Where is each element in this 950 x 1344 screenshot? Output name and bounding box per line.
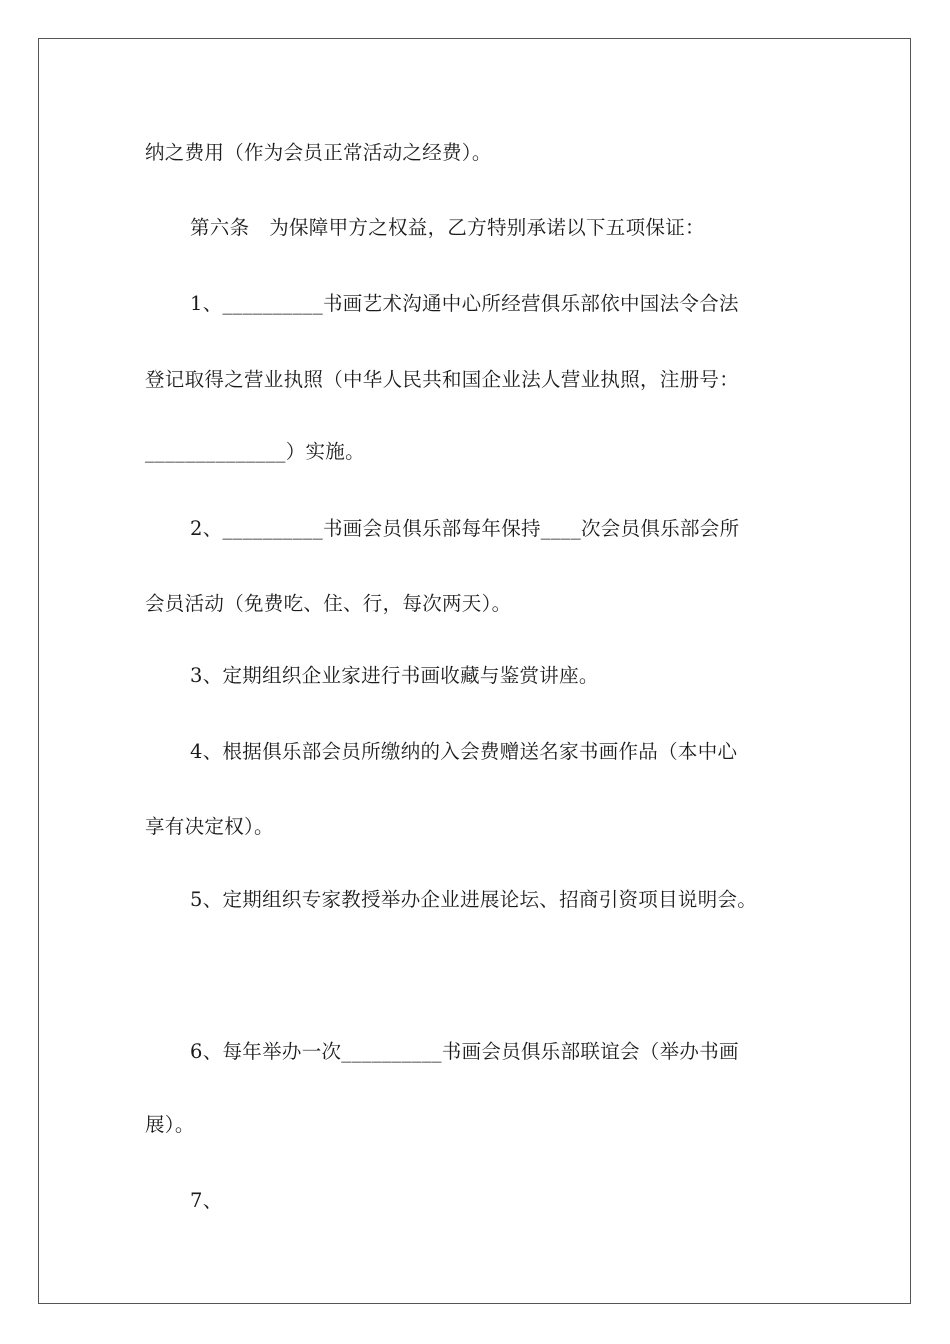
item-1-line-3: ______________）实施。: [145, 440, 365, 463]
item-6-line-1: 6、每年举办一次__________书画会员俱乐部联谊会（举办书画: [190, 1040, 739, 1063]
item-6-line-2: 展）。: [145, 1113, 195, 1136]
item-4-line-1: 4、根据俱乐部会员所缴纳的入会费赠送名家书画作品（本中心: [190, 740, 738, 763]
item-5: 5、定期组织专家教授举办企业进展论坛、招商引资项目说明会。: [190, 888, 758, 911]
item-2-line-1: 2、__________书画会员俱乐部每年保持____次会员俱乐部会所: [190, 517, 740, 540]
item-1-line-2: 登记取得之营业执照（中华人民共和国企业法人营业执照，注册号：: [145, 368, 740, 391]
item-7: 7、: [190, 1189, 223, 1212]
item-1-line-1: 1、__________书画艺术沟通中心所经营俱乐部依中国法令合法: [190, 292, 739, 315]
paragraph-line-1: 纳之费用（作为会员正常活动之经费）。: [145, 141, 492, 164]
article-six-heading: 第六条 为保障甲方之权益，乙方特别承诺以下五项保证：: [190, 216, 705, 239]
item-2-line-2: 会员活动（免费吃、住、行，每次两天）。: [145, 592, 512, 615]
item-4-line-2: 享有决定权）。: [145, 815, 274, 838]
item-3: 3、定期组织企业家进行书画收藏与鉴赏讲座。: [190, 664, 599, 687]
